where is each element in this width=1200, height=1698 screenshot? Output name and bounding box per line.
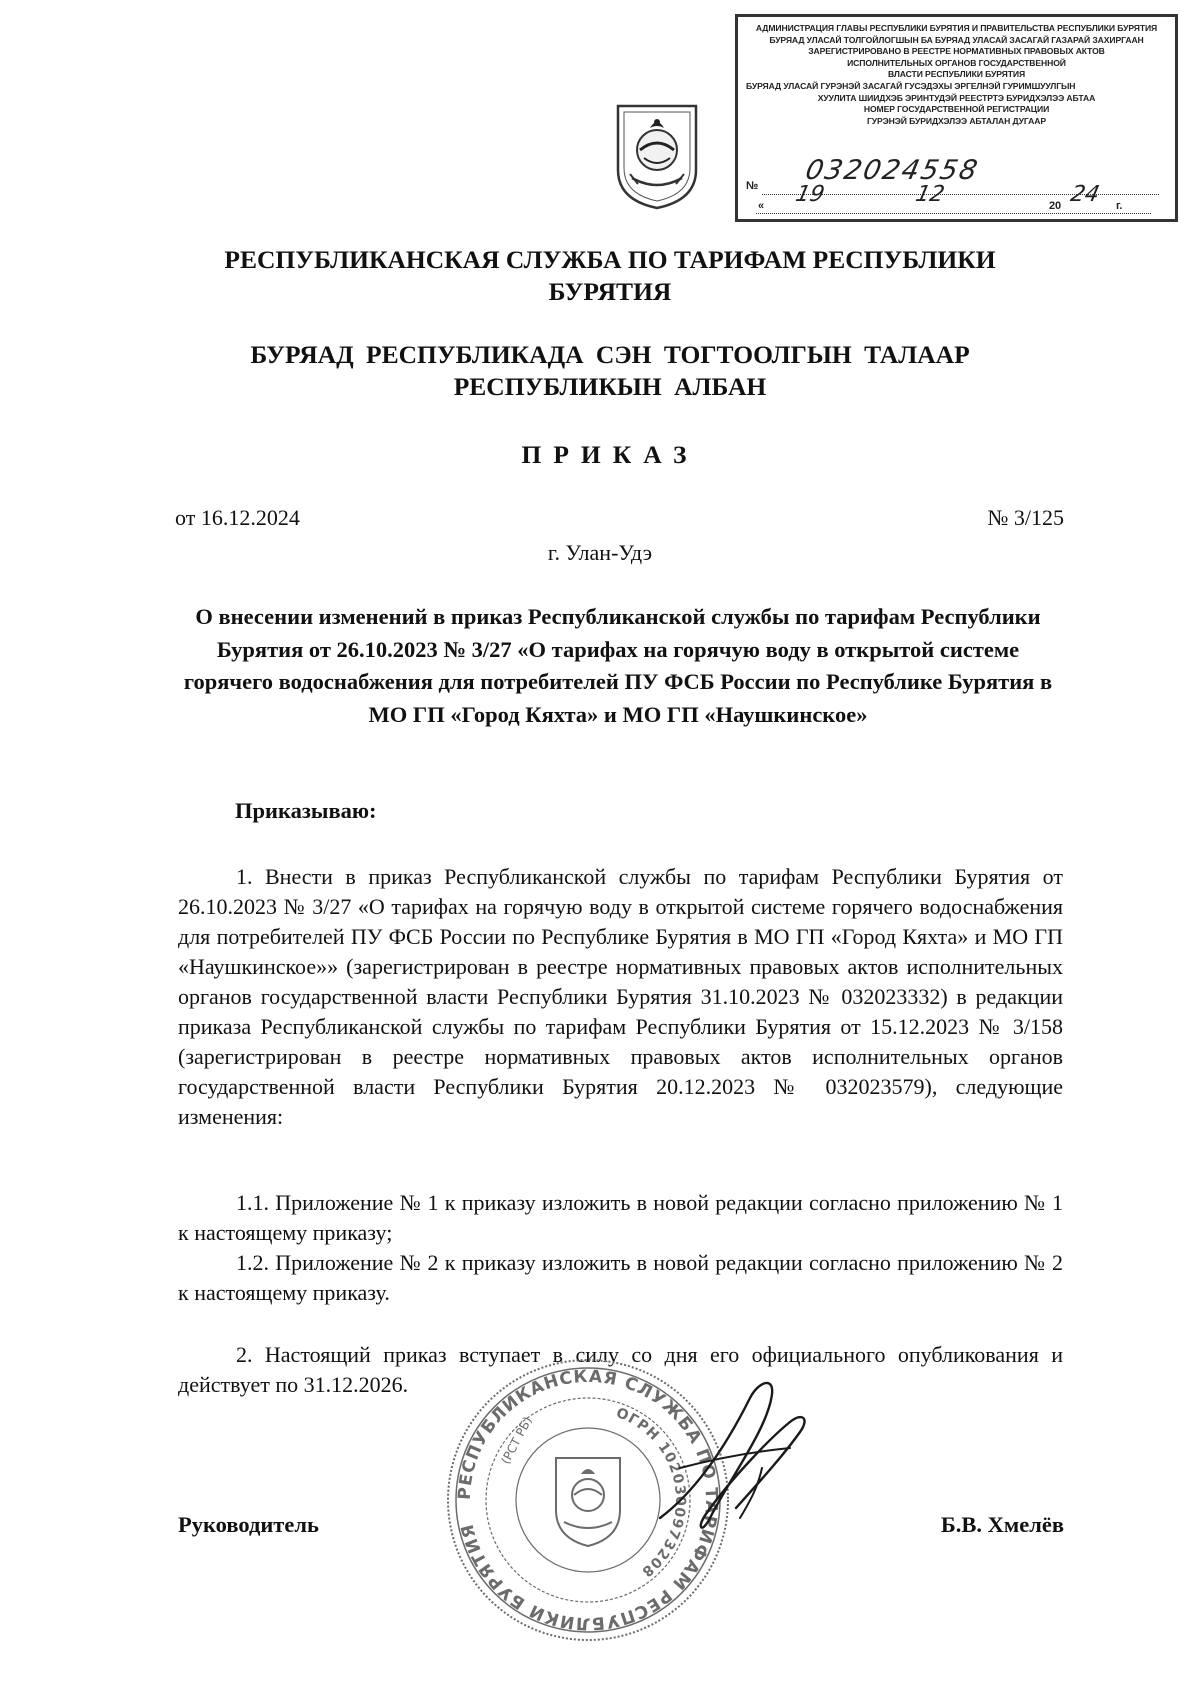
order-date: от 16.12.2024	[175, 505, 300, 530]
registration-year-prefix: 20	[1049, 200, 1062, 212]
stamp-line: АДМИНИСТРАЦИЯ ГЛАВЫ РЕСПУБЛИКИ БУРЯТИЯ И ПРАВИТЕЛЬСТВА РЕСПУБЛИКИ БУРЯТИЯ	[755, 23, 1158, 33]
seal-outer-text: РЕСПУБЛИКАНСКАЯ СЛУЖБА ПО ТАРИФАМ РЕСПУБЛИКИ БУРЯТИЯ	[454, 1366, 722, 1634]
stamp-line: БУРЯАД УЛАСАЙ ГУРЭНЭЙ ЗАСАГАЙ ГУСЭДЭХЫ ЭРГЕЛНЭЙ ГУРИМШУУЛГЫН	[746, 80, 1076, 91]
stamp-line: ГУРЭНЭЙ БУРИДХЭЛЭЭ АБТАЛАН ДУГААР	[866, 115, 1046, 126]
agency-name-buryat: БУРЯАД РЕСПУБЛИКАДА СЭН ТОГТООЛГЫН ТАЛААР РЕСПУБЛИКЫН АЛБАН	[250, 340, 970, 401]
order-number: № 3/125	[987, 505, 1064, 530]
stamp-line: ИСПОЛНИТЕЛЬНЫХ ОРГАНОВ ГОСУДАРСТВЕННОЙ	[847, 57, 1066, 68]
paragraph-1-1: 1.1. Приложение № 1 к приказу изложить в новой редакции согласно приложению № 1 к настоящему приказу;	[178, 1190, 1063, 1245]
agency-name-russian: РЕСПУБЛИКАНСКАЯ СЛУЖБА ПО ТАРИФАМ РЕСПУБЛИКИ БУРЯТИЯ	[224, 245, 996, 306]
date-quote: «	[758, 200, 765, 212]
seal-emblem-icon	[556, 1458, 620, 1546]
paragraph-1: 1. Внести в приказ Республиканской службы по тарифам Республики Бурятия от 26.10.2023 № 3/27 «О тарифах на горячую воду в открытой системе горячего водоснабжения для потребителей ПУ ФСБ России по Республике Бурятия в МО ГП «Город Кяхта» и МО ГП «Наушкинское»» (зарегистрирован в реестре нормативных правовых актов исполнительных органов государственной власти Республики Бурятия 31.10.2023 № 032023332) в редакции приказа Республиканской службы по тарифам Республики Бурятия от 15.12.2023 № 3/158 (зарегистрирован в реестре нормативных правовых актов исполнительных органов государственной власти Республики Бурятия 20.12.2023 № 032023579), следующие изменения:	[178, 864, 1063, 1129]
document-type-title: ПРИКАЗ	[521, 440, 699, 469]
registration-year-suffix: 24	[1068, 182, 1102, 207]
stamp-line: БУРЯАД УЛАСАЙ ТОЛГОЙЛОГШЫН БА БУРЯАД УЛАСАЙ ЗАСАГАЙ ГАЗАРАЙ ЗАХИРГААН	[769, 34, 1144, 45]
registration-number: 032024558	[802, 155, 982, 186]
paragraph-2: 2. Настоящий приказ вступает в силу со дня его официального опубликования и действует по 31.12.2026.	[178, 1342, 1063, 1397]
coat-of-arms-emblem	[612, 100, 702, 212]
seal-side-text: (РСТ РБ)	[498, 1414, 535, 1467]
signer-name: Б.В. Хмелёв	[940, 1512, 1064, 1537]
stamp-line: ХУУЛИТА ШИИДХЭБ ЭРИНТУДЭЙ РЕЕСТРТЭ БУРИДХЭЛЭЭ АБТАА	[817, 92, 1096, 103]
registration-month: 12	[913, 182, 947, 207]
order-subject: О внесении изменений в приказ Республиканской службы по тарифам Республики Бурятия от 26.10.2023 № 3/27 «О тарифах на горячую воду в открытой системе горячего водоснабжения для потребителей ПУ ФСБ России по Республике Бурятия в МО ГП «Город Кяхта» и МО ГП «Наушкинское»	[183, 604, 1053, 727]
paragraph-1-2: 1.2. Приложение № 2 к приказу изложить в новой редакции согласно приложению № 2 к настоящему приказу.	[178, 1250, 1063, 1305]
decree-word: Приказываю:	[235, 798, 377, 823]
stamp-line: НОМЕР ГОСУДАРСТВЕННОЙ РЕГИСТРАЦИИ	[863, 104, 1050, 115]
seal-inner-text: ОГРН 1020300973208	[613, 1404, 689, 1581]
stamp-line: ЗАРЕГИСТРИРОВАНО В РЕЕСТРЕ НОРМАТИВНЫХ ПРАВОВЫХ АКТОВ	[808, 46, 1105, 57]
number-label: №	[746, 180, 759, 192]
signer-position: Руководитель	[178, 1512, 319, 1537]
handwritten-signature	[640, 1368, 820, 1548]
registration-year-end: г.	[1116, 200, 1123, 212]
stamp-line: ВЛАСТИ РЕСПУБЛИКИ БУРЯТИЯ	[887, 69, 1026, 80]
registration-stamp	[735, 14, 1178, 222]
registration-day: 19	[793, 182, 827, 207]
order-city: г. Улан-Удэ	[547, 540, 653, 565]
